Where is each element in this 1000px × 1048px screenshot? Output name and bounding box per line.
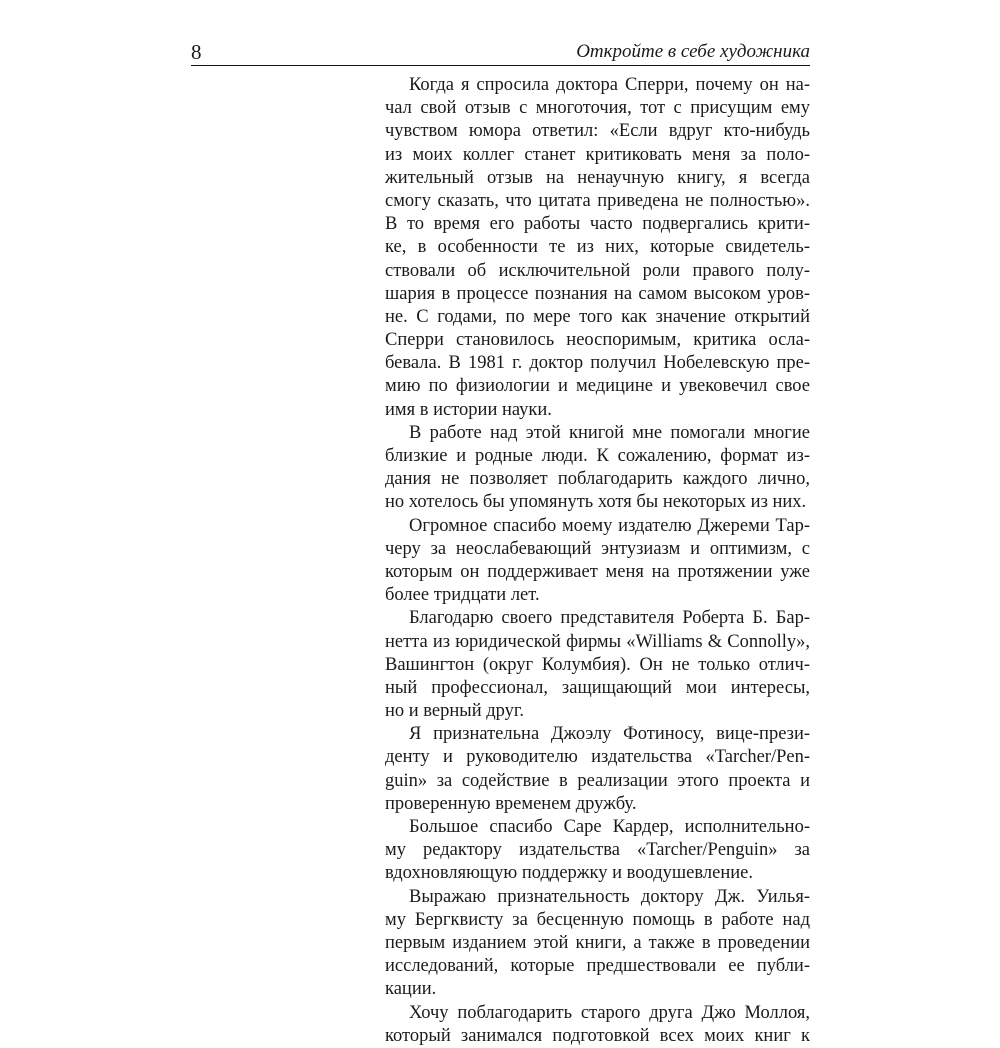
paragraph <box>385 1002 810 1048</box>
paragraph <box>385 515 810 608</box>
paragraph <box>385 74 810 422</box>
text-line: но хотелось бы упомянуть хотя бы некоторых из них. <box>385 492 807 513</box>
text-line: Благодарю своего представителя Роберта Б. Бар- <box>409 608 810 629</box>
text-line: бевала. В 1981 г. доктор получил Нобелевскую пре- <box>385 353 810 374</box>
page-number: 8 <box>191 40 202 64</box>
text-line: жительный отзыв на ненаучную книгу, я всегда <box>385 167 810 188</box>
running-head <box>191 38 810 66</box>
text-line: который занимался подготовкой всех моих книг к <box>385 1025 810 1046</box>
paragraph <box>385 607 810 723</box>
text-line: не. С годами, по мере того как значение открытий <box>385 306 810 327</box>
text-line: ке, в особенности те из них, которые свидетель- <box>385 237 810 258</box>
text-line: близкие и родные люди. К сожалению, формат из- <box>385 446 810 466</box>
paragraph <box>385 422 810 515</box>
text-line: дания не позволяет поблагодарить каждого лично, <box>385 469 810 490</box>
text-line: Я признательна Джоэлу Фотиносу, вице-прези- <box>409 724 810 745</box>
text-line: которым он поддерживает меня на протяжении уже <box>385 561 810 582</box>
text-line: Большое спасибо Саре Кардер, исполнительно- <box>409 817 810 837</box>
text-line: черу за неослабевающий энтузиазм и оптимизм, с <box>385 538 810 559</box>
text-line: денту и руководителю издательства «Tarcher/Pen- <box>385 747 810 768</box>
text-line: исследований, которые предшествовали ее публи- <box>385 956 810 977</box>
text-line: guin» за содействие в реализации этого проекта и <box>385 770 810 791</box>
text-line: Хочу поблагодарить старого друга Джо Моллоя, <box>409 1002 810 1023</box>
header-rule <box>191 65 810 66</box>
text-line: из моих коллег станет критиковать меня за поло- <box>385 144 810 165</box>
text-line: Сперри становилось неоспоримым, критика осла- <box>385 330 810 351</box>
text-line: проверенную временем дружбу. <box>385 793 637 814</box>
text-line: шария в процессе познания на самом высоком уров- <box>385 283 810 304</box>
paragraph <box>385 816 810 886</box>
text-line: му Бергквисту за бесценную помощь в работе над <box>385 909 810 930</box>
text-line: чал свой отзыв с многоточия, тот с присущим ему <box>385 98 810 119</box>
body-text <box>385 74 810 1048</box>
book-title: Откройте в себе художника <box>576 41 810 62</box>
text-line: В работе над этой книгой мне помогали многие <box>409 422 810 443</box>
text-line: Огромное спасибо моему издателю Джереми Тар- <box>409 515 810 536</box>
text-line: более тридцати лет. <box>385 585 540 606</box>
text-line: ный профессионал, защищающий мои интересы, <box>385 677 810 698</box>
text-line: Когда я спросила доктора Сперри, почему он на- <box>409 75 810 95</box>
text-line: имя в истории науки. <box>385 399 552 420</box>
text-line: смогу сказать, что цитата приведена не полностью». <box>385 190 810 211</box>
text-line: Вашингтон (округ Колумбия). Он не только отлич- <box>385 654 810 675</box>
text-line: вдохновляющую поддержку и воодушевление. <box>385 863 753 884</box>
text-line: но и верный друг. <box>385 701 525 722</box>
paragraph <box>385 723 810 816</box>
text-line: му редактору издательства «Tarcher/Penguin» за <box>385 840 810 861</box>
text-line: ствовали об исключительной роли правого полу- <box>385 260 810 281</box>
text-line: нетта из юридической фирмы «Williams & Connolly», <box>385 631 810 652</box>
text-line: Выражаю признательность доктору Дж. Уилья- <box>409 886 810 907</box>
text-line: первым изданием этой книги, а также в проведении <box>385 932 810 953</box>
paragraph <box>385 886 810 1002</box>
text-line: чувством юмора ответил: «Если вдруг кто-нибудь <box>385 121 810 142</box>
text-line: кации. <box>385 979 437 1000</box>
text-line: В то время его работы часто подвергались крити- <box>385 214 810 235</box>
text-line: мию по физиологии и медицине и увековечил свое <box>385 376 810 397</box>
